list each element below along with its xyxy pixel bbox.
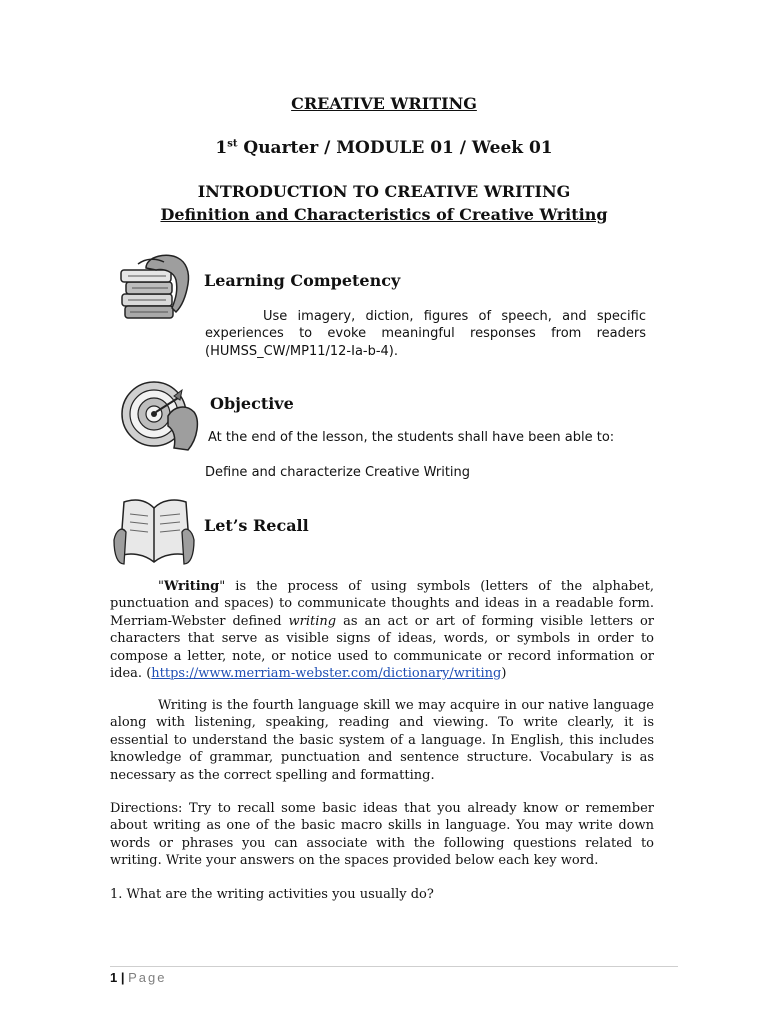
paragraph-1-text-a: is the process of using symbols (letters of the alphabet, punctuation and spaces) to communicate thoughts and ideas in a readable form. Merriam-Webster defined: [110, 579, 654, 629]
writing-term: Writing: [163, 579, 220, 594]
learning-competency-text: Use imagery, diction, figures of speech, and specific experiences to evoke meaningful responses from readers (HUMSS_CW/MP11/12-Ia-b-4).: [205, 309, 646, 359]
recall-paragraph-1: [110, 578, 654, 682]
objective-intro: At the end of the lesson, the students shall have been able to:: [208, 430, 615, 445]
page-separator: |: [120, 970, 125, 985]
document-title: CREATIVE WRITING: [291, 94, 477, 113]
quarter-ordinal: st: [227, 138, 238, 150]
merriam-webster-link[interactable]: https://www.merriam-webster.com/dictionary/writing: [151, 666, 502, 682]
quarter-heading: [0, 138, 768, 158]
quarter-rest: Quarter / MODULE 01 / Week 01: [237, 138, 553, 158]
page-label: Page: [128, 970, 167, 985]
page-number: 1: [110, 970, 118, 985]
paragraph-1-text-c: ): [501, 666, 507, 682]
writing-open-quote: ": [158, 579, 164, 594]
writing-close-quote: ": [219, 579, 226, 594]
directions-paragraph: Directions: Try to recall some basic ideas that you already know or remember about writing as one of the basic macro skills in language. You may write down words or phrases you can associate with the following questions related to writing. Write your answers on the spaces provided below each key word.: [110, 801, 654, 869]
question-1: 1. What are the writing activities you usually do?: [110, 887, 434, 902]
objective-heading: Objective: [210, 394, 294, 413]
paragraph-1-text-b: as an act or art of forming visible letters or characters that serve as visible signs of ideas, words, or symbols in order to compose a letter, note, or notice used to communicate or record information or idea. (: [110, 613, 655, 682]
writing-italic-term: writing: [288, 613, 337, 629]
objective-item: Define and characterize Creative Writing: [205, 465, 471, 480]
target-dart-icon: [116, 376, 202, 458]
open-book-icon: [112, 492, 196, 568]
footer-divider: [110, 966, 678, 967]
quarter-number: 1: [215, 138, 228, 158]
recall-paragraph-2: Writing is the fourth language skill we may acquire in our native language along with listening, speaking, reading and viewing. To write clearly, it is essential to understand the basic system of a language. In English, this includes knowledge of grammar, punctuation and sentence structure. Vocabulary is as necessary as the correct spelling and formatting.: [110, 698, 654, 783]
lets-recall-heading: Let’s Recall: [204, 516, 309, 535]
page-footer: [110, 970, 167, 985]
learning-competency-heading: Learning Competency: [204, 271, 401, 290]
intro-title: INTRODUCTION TO CREATIVE WRITING: [197, 182, 571, 201]
intro-subtitle: Definition and Characteristics of Creative Writing: [160, 205, 608, 224]
books-hand-icon: [116, 250, 194, 322]
